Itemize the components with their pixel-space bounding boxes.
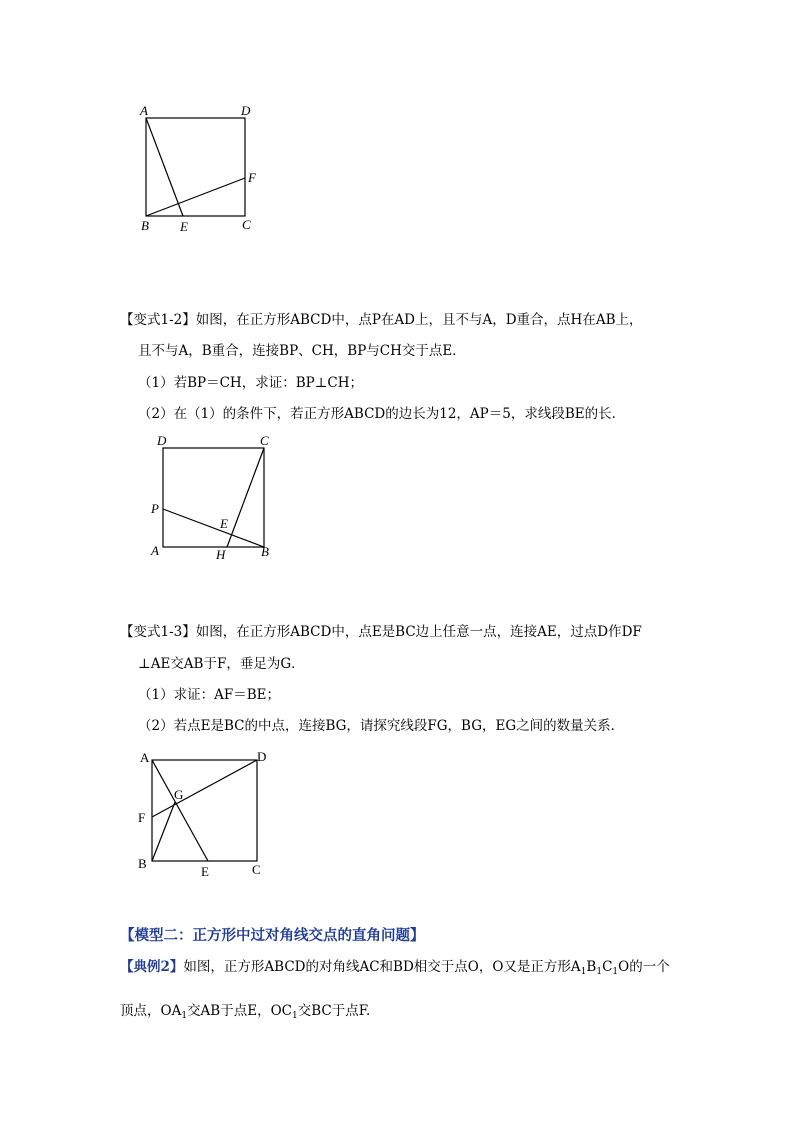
figure-2: [145, 430, 285, 569]
example-2-sub3: 1: [612, 967, 619, 977]
label-c: C: [252, 862, 261, 877]
example-2-line2: [120, 1002, 370, 1025]
segment-ae: [152, 760, 208, 861]
example-2-text1a: 如图，正方形ABCD的对角线AC和BD相交于点O，O又是正方形A: [183, 959, 581, 975]
variant-1-3-tag: 【变式1-3】: [120, 624, 196, 640]
variant-1-2-q1: （1）若BP＝CH，求证：BP⊥CH；: [138, 375, 363, 391]
example-2-text2c: 交BC于点F.: [297, 1003, 371, 1019]
label-d: D: [257, 749, 267, 764]
square-abcd: [152, 760, 257, 861]
variant-1-2-line2: 且不与A，B重合，连接BP、CH，BP与CH交于点E．: [138, 343, 466, 359]
example-2-text1b: O的一个: [618, 959, 670, 975]
variant-1-3-line1: [120, 623, 642, 641]
label-h: H: [216, 547, 226, 562]
label-a: A: [140, 750, 150, 765]
example-2-sub5: 1: [291, 1011, 298, 1021]
label-d: D: [157, 433, 167, 448]
example-2-sub1: 1: [580, 967, 587, 977]
label-e: E: [220, 516, 228, 531]
square-abcd: [146, 118, 245, 216]
label-b: B: [138, 856, 147, 871]
segment-ch: [227, 448, 264, 547]
variant-1-2-q2: （2）在（1）的条件下，若正方形ABCD的边长为12，AP＝5，求线段BE的长．: [138, 406, 626, 422]
example-2-text2b: 交AB于点E，OC: [187, 1003, 292, 1019]
example-2-tag: 【典例2】: [120, 959, 184, 975]
variant-1-3-line2: ⊥AE交AB于F，垂足为G．: [138, 656, 305, 672]
example-2-b: B: [586, 959, 597, 975]
example-2-line1: [120, 958, 670, 981]
example-2-sub4: 1: [181, 1011, 188, 1021]
label-d: D: [241, 103, 251, 118]
label-c: C: [242, 217, 251, 232]
label-g: G: [174, 787, 184, 802]
label-a: A: [151, 543, 159, 558]
model-2-heading: 【模型二：正方形中过对角线交点的直角问题】: [120, 928, 425, 944]
variant-1-3-q2: （2）若点E是BC的中点，连接BG，请探究线段FG，BG，EG之间的数量关系．: [138, 718, 625, 734]
label-b: B: [141, 218, 149, 233]
variant-1-2-line1: [120, 311, 643, 329]
example-2-c: C: [602, 959, 613, 975]
label-e: E: [180, 219, 188, 234]
square-abcd: [163, 448, 264, 547]
label-b: B: [261, 544, 269, 559]
label-f: F: [248, 170, 256, 185]
variant-1-2-text1: 如图，在正方形ABCD中，点P在AD上，且不与A，D重合，点H在AB上，: [195, 312, 643, 328]
example-2-text2a: 顶点，OA: [120, 1003, 182, 1019]
segment-bf: [146, 178, 245, 216]
variant-1-3-q1: （1）求证：AF＝BE；: [138, 687, 280, 703]
segment-ae: [146, 118, 183, 216]
segment-pb: [163, 509, 264, 547]
label-c: C: [260, 433, 269, 448]
label-p: P: [151, 501, 159, 516]
label-a: A: [140, 103, 148, 118]
figure-3: [130, 745, 280, 889]
variant-1-2-tag: 【变式1-2】: [120, 312, 196, 328]
label-e: E: [201, 864, 209, 879]
figure-1: [130, 100, 270, 244]
label-f: F: [138, 810, 146, 825]
variant-1-3-text1: 如图，在正方形ABCD中，点E是BC边上任意一点，连接AE，过点D作DF: [195, 624, 642, 640]
example-2-sub2: 1: [596, 967, 603, 977]
